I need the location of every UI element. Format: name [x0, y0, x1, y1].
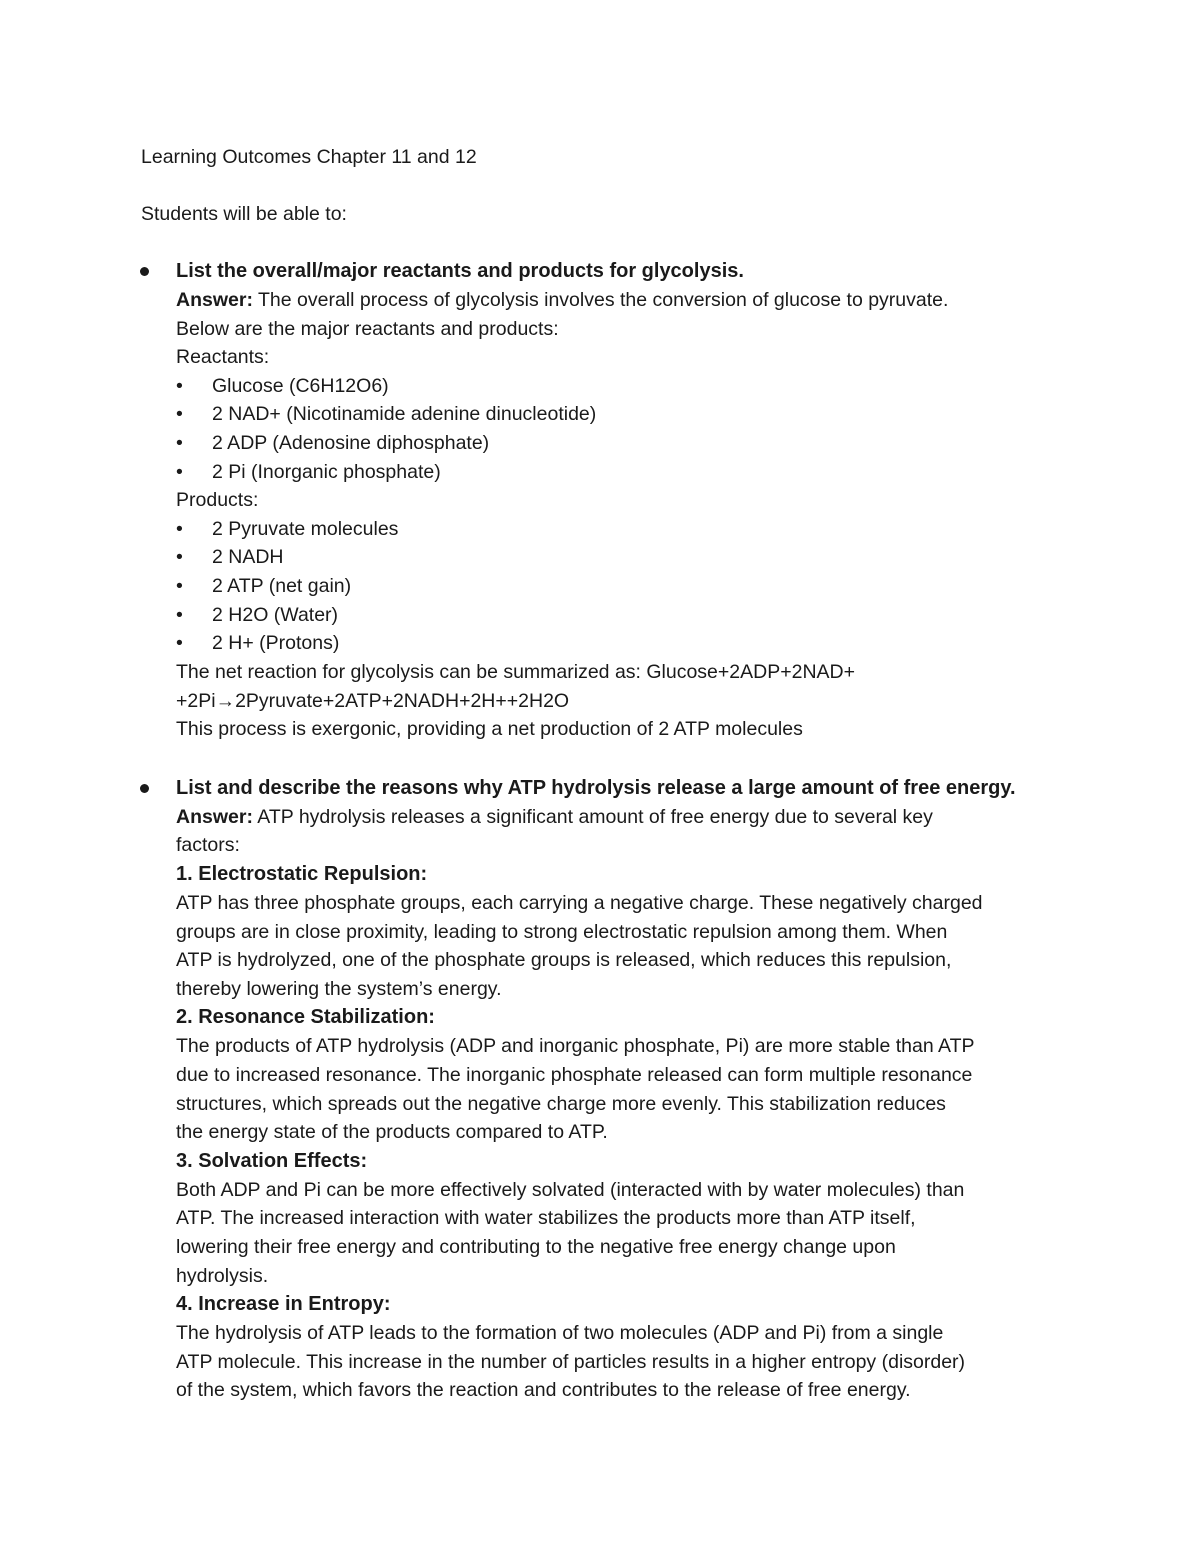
reason-text: due to increased resonance. The inorganic phosphate released can form multiple resonance [176, 1064, 973, 1086]
reason-heading: 3. Solvation Effects: [176, 1150, 368, 1172]
answer-text: The overall process of glycolysis involves the conversion of glucose to pyruvate. [252, 289, 949, 311]
bullet-icon [176, 458, 212, 486]
net-reaction-line-2: +2Pi→2Pyruvate+2ATP+2NADH+2H++2H2O [176, 690, 570, 712]
reactant-item: •Glucose (C6H12O6) [176, 372, 389, 400]
reason-text: ATP is hydrolyzed, one of the phosphate groups is released, which reduces this repulsion, [176, 949, 952, 971]
bullet-icon [176, 629, 212, 657]
reason-text: groups are in close proximity, leading to strong electrostatic repulsion among them. When [176, 921, 948, 943]
question-1: List the overall/major reactants and products for glycolysis. [176, 260, 744, 282]
reason-heading: 4. Increase in Entropy: [176, 1293, 391, 1315]
reason-text: the energy state of the products compared to ATP. [176, 1121, 608, 1143]
reason-text: of the system, which favors the reaction and contributes to the release of free energy. [176, 1379, 911, 1401]
intro-text: Students will be able to: [141, 203, 347, 225]
answer-2-line-2: factors: [176, 834, 240, 856]
answer-1-line-2: Below are the major reactants and products: [176, 318, 559, 340]
net-reaction-line-3: This process is exergonic, providing a net production of 2 ATP molecules [176, 718, 803, 740]
bullet-icon [176, 400, 212, 428]
answer-label: Answer: [176, 289, 253, 311]
product-item: •2 Pyruvate molecules [176, 515, 398, 543]
product-item: •2 H+ (Protons) [176, 629, 339, 657]
bullet-icon [176, 543, 212, 571]
reason-text: Both ADP and Pi can be more effectively solvated (interacted with by water molecules) than [176, 1179, 965, 1201]
reason-text: thereby lowering the system’s energy. [176, 978, 502, 1000]
bullet-icon [176, 601, 212, 629]
bullet-icon [140, 784, 149, 793]
reactants-label: Reactants: [176, 346, 270, 368]
products-label: Products: [176, 489, 259, 511]
document-title: Learning Outcomes Chapter 11 and 12 [141, 146, 477, 168]
reason-text: hydrolysis. [176, 1265, 269, 1287]
reactant-item: •2 Pi (Inorganic phosphate) [176, 458, 441, 486]
product-item: •2 NADH [176, 543, 284, 571]
reactant-item: •2 NAD+ (Nicotinamide adenine dinucleotide) [176, 400, 596, 428]
product-item: •2 ATP (net gain) [176, 572, 351, 600]
reason-heading: 1. Electrostatic Repulsion: [176, 863, 428, 885]
reason-text: lowering their free energy and contributing to the negative free energy change upon [176, 1236, 896, 1258]
reason-text: The hydrolysis of ATP leads to the formation of two molecules (ADP and Pi) from a single [176, 1322, 944, 1344]
reactant-item: •2 ADP (Adenosine diphosphate) [176, 429, 489, 457]
bullet-icon [176, 515, 212, 543]
reason-heading: 2. Resonance Stabilization: [176, 1006, 435, 1028]
answer-2-line-1 [176, 803, 933, 831]
net-reaction-line-1: The net reaction for glycolysis can be summarized as: Glucose+2ADP+2NAD+ [176, 661, 856, 683]
answer-text: ATP hydrolysis releases a significant amount of free energy due to several key [252, 806, 933, 828]
bullet-icon [176, 372, 212, 400]
reason-text: structures, which spreads out the negative charge more evenly. This stabilization reduces [176, 1093, 946, 1115]
reason-text: ATP molecule. This increase in the number of particles results in a higher entropy (disorder) [176, 1351, 966, 1373]
product-item: •2 H2O (Water) [176, 601, 338, 629]
reason-text: ATP has three phosphate groups, each carrying a negative charge. These negatively charged [176, 892, 983, 914]
answer-1-line-1 [176, 286, 948, 314]
answer-label: Answer: [176, 806, 253, 828]
bullet-icon [176, 429, 212, 457]
reason-text: ATP. The increased interaction with water stabilizes the products more than ATP itself, [176, 1207, 916, 1229]
bullet-icon [176, 572, 212, 600]
bullet-icon [140, 267, 149, 276]
question-2: List and describe the reasons why ATP hydrolysis release a large amount of free energy. [176, 777, 1016, 799]
reason-text: The products of ATP hydrolysis (ADP and inorganic phosphate, Pi) are more stable than ATP [176, 1035, 975, 1057]
